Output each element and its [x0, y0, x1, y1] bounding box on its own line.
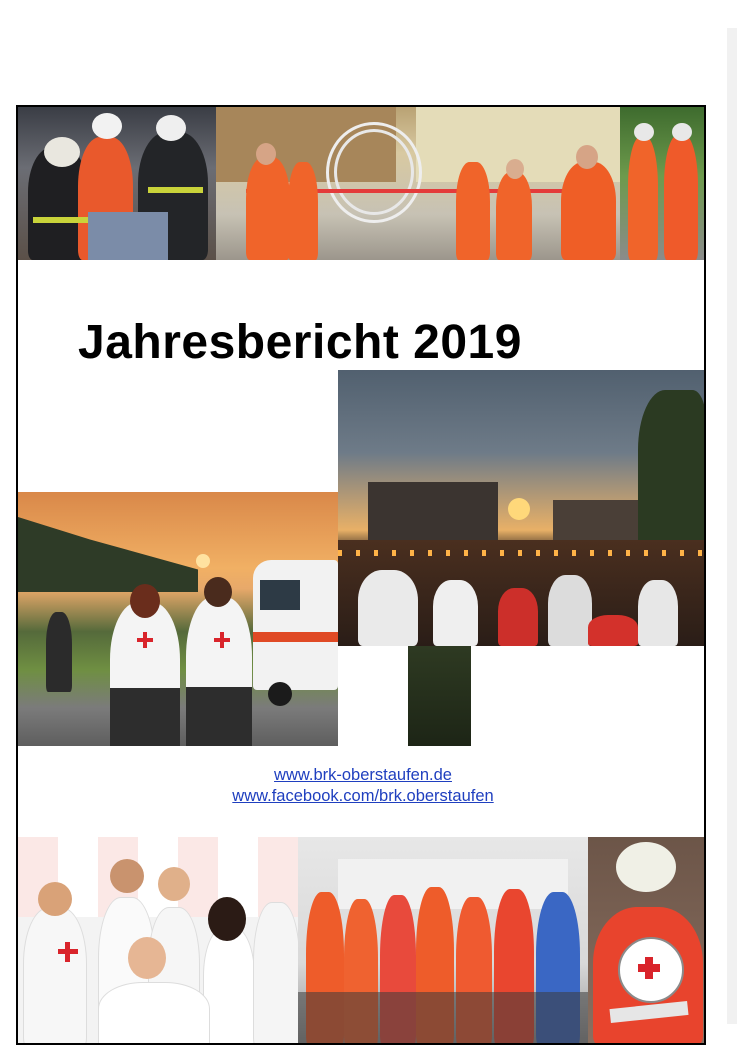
report-title: Jahresbericht 2019 [78, 316, 522, 369]
responders-road-photo [620, 107, 706, 260]
group-uniform-photo [298, 837, 588, 1045]
scrollbar-track[interactable] [727, 28, 737, 1024]
hedge-photo [408, 646, 471, 746]
ribbon-cutting-photo [216, 107, 620, 260]
team-party-photo [18, 837, 298, 1045]
facebook-link[interactable]: www.facebook.com/brk.oberstaufen [232, 787, 494, 805]
firefighter-rescue-photo [18, 107, 216, 260]
website-links [18, 765, 706, 807]
torch-procession-photo [338, 370, 706, 646]
website-link[interactable]: www.brk-oberstaufen.de [274, 766, 452, 784]
report-cover-page [16, 105, 706, 1045]
ambulance-sunset-photo [18, 492, 338, 746]
helmet-badge-photo [588, 837, 706, 1045]
